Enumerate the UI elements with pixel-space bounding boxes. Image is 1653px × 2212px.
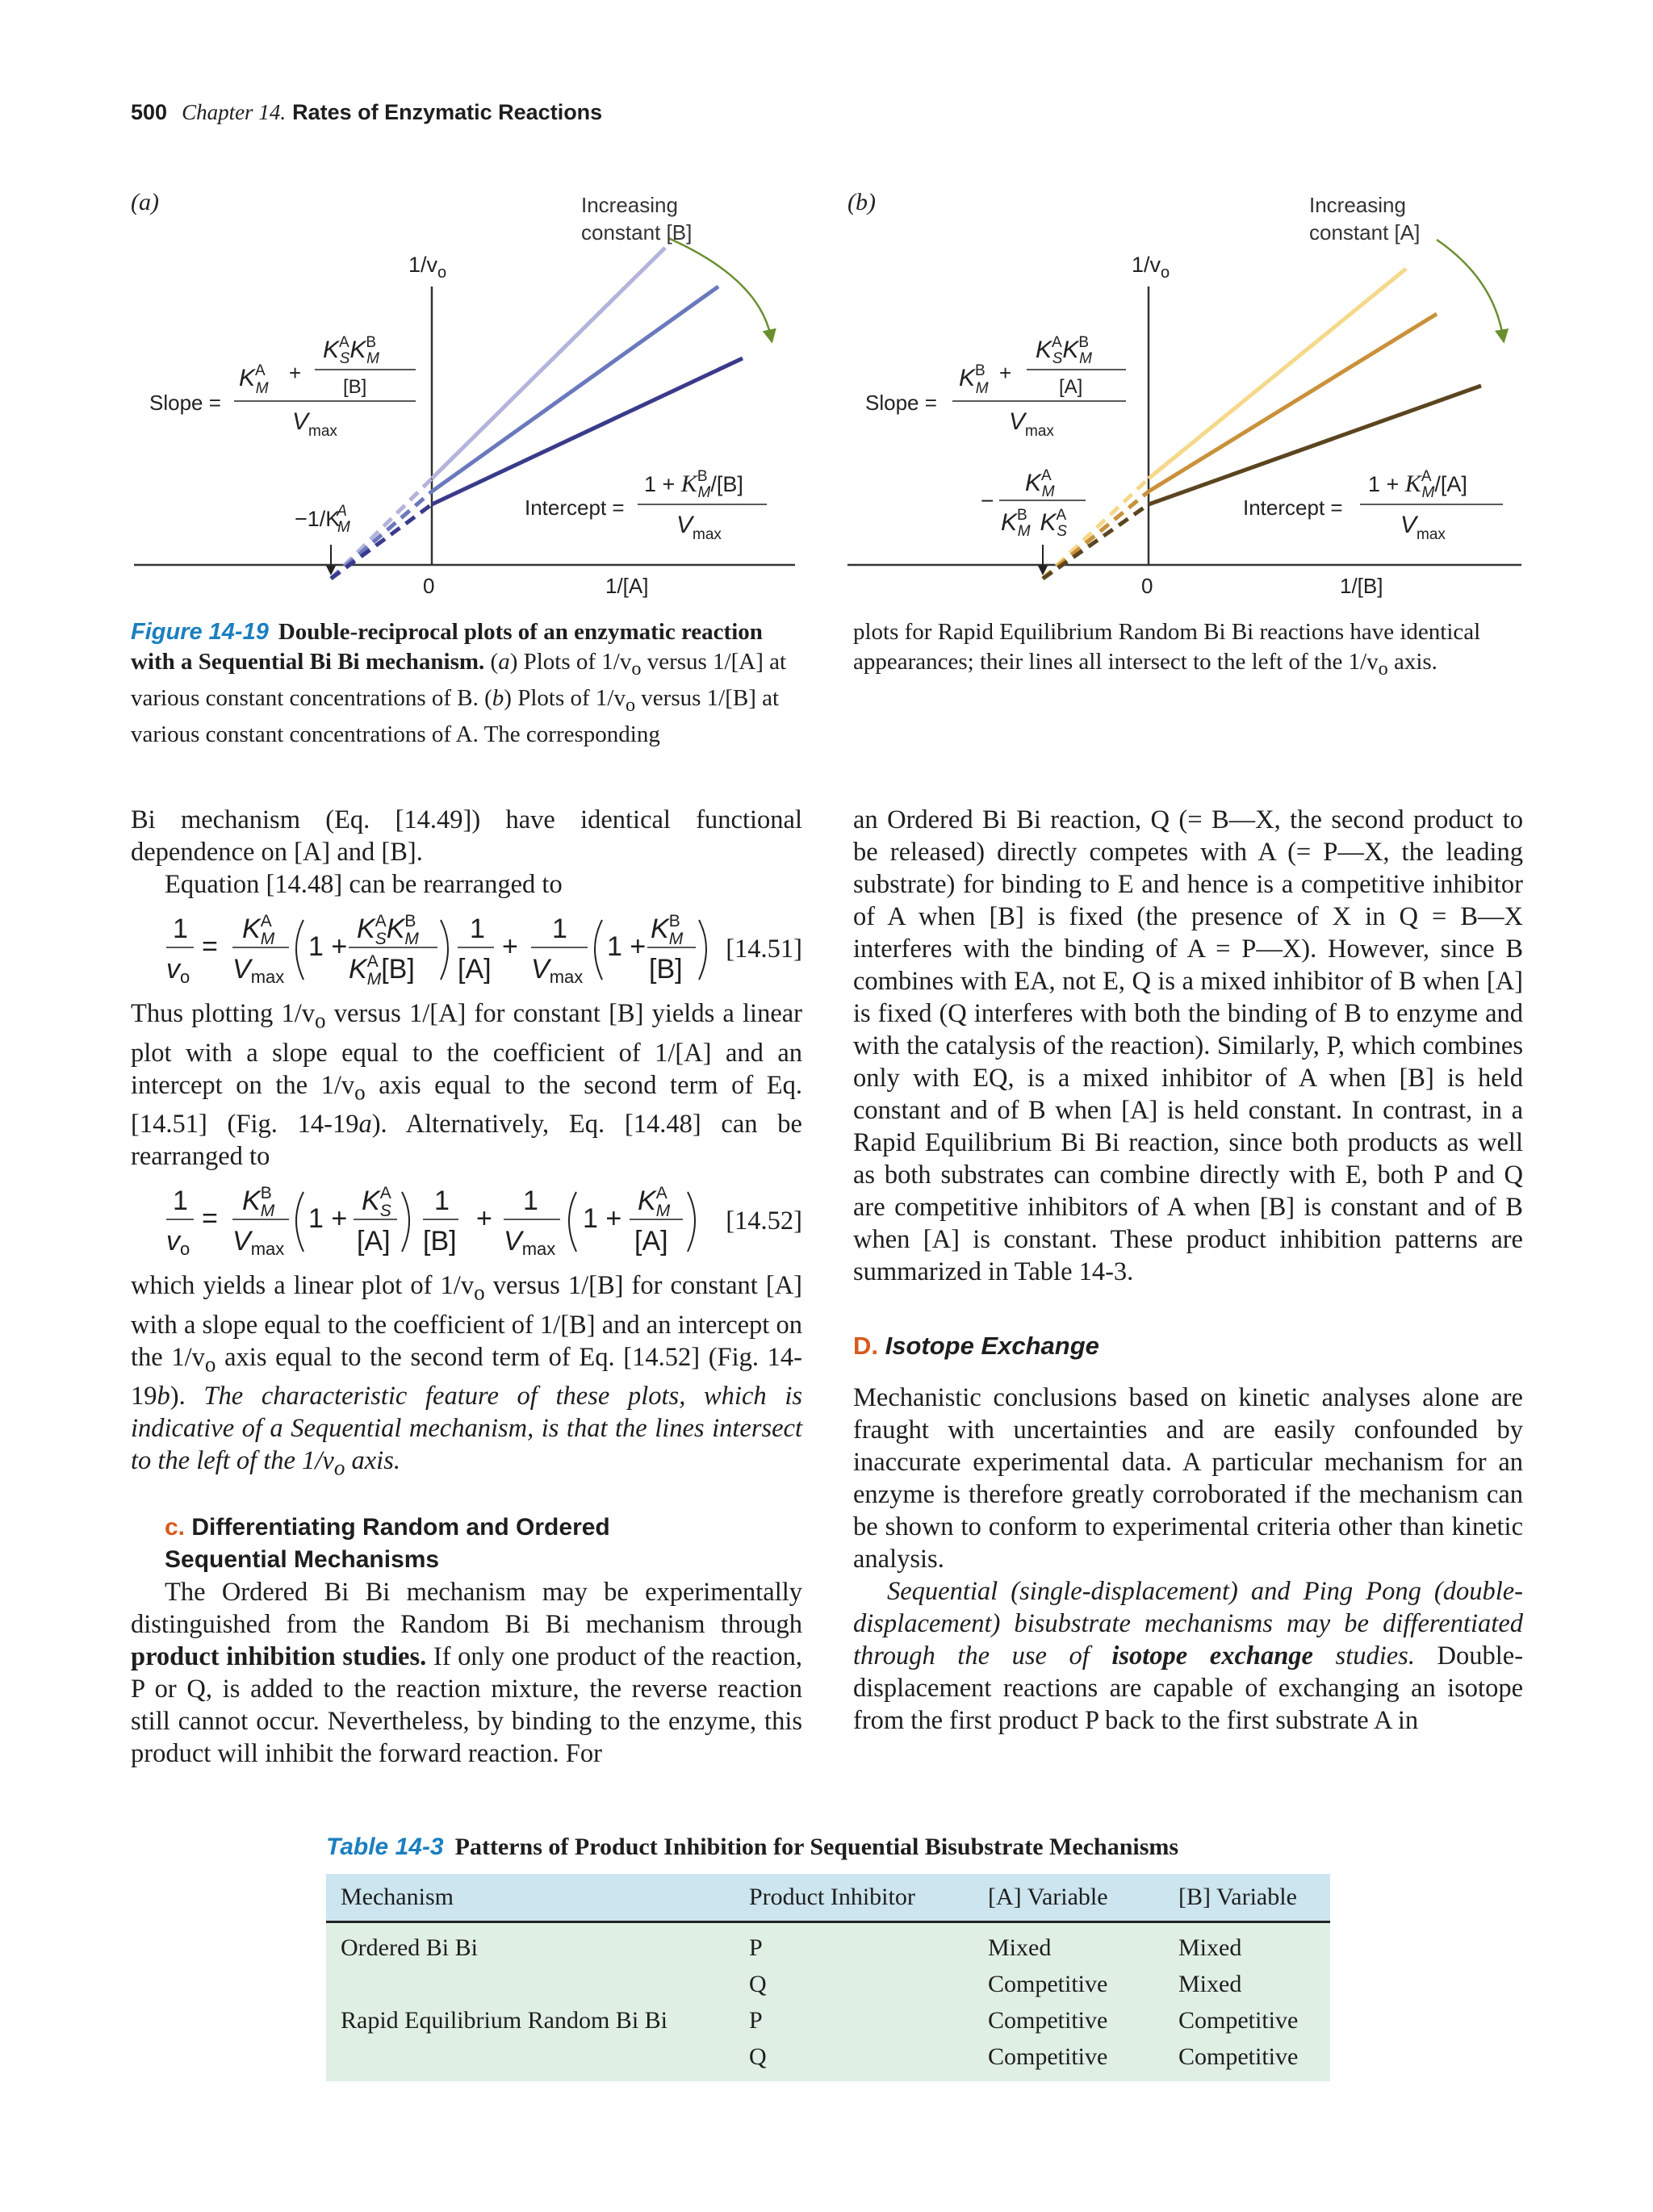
svg-text:+: + [476, 1203, 492, 1234]
chapter-title: Rates of Enzymatic Reactions [292, 100, 603, 124]
paragraph: an Ordered Bi Bi reaction, Q (= B—X, the second product to be released) directly competes with A (= P—X, the leading substrate) for binding to E and hence is a competitive inhibitor of A when [B] is fixed (the presence of X in Q = B—X interferes with the binding of A = P—X). However, since B combines with EA, not E, Q is a mixed inhibitor of B when [A] is fixed (Q interferes with both the binding of B to enzyme and with the catalysis of the reaction). Similarly, P, which combines only with EQ, is a mixed inhibitor of A when [B] is held constant and of B when [A] is held constant. In contrast, in a Rapid Equilibrium Bi Bi reaction, since both products as well as both substrates can combine directly with E, both P and Q are competitive inhibitors of A when [B] is constant and of B when [A] is constant. These product inhibition patterns are summarized in Table 14-3. [853, 805, 1523, 1286]
table-cell: Mixed [1164, 1922, 1330, 1967]
equation-number: [14.52] [726, 1206, 802, 1236]
table-cell: Q [734, 1966, 973, 2002]
increasing-arrow [668, 238, 771, 337]
caption-text: plots for Rapid Equilibrium Random Bi Bi reactions have identical appearances; their lines all intersect to the left of the 1/v [853, 619, 1481, 675]
table-row [326, 1966, 1330, 2002]
table-cell: Rapid Equilibrium Random Bi Bi [326, 2002, 734, 2038]
table-cell: P [734, 2002, 973, 2038]
line-mid-a [1149, 314, 1437, 491]
arrow-label-1: Increasing [1309, 193, 1406, 217]
table-row [326, 2038, 1330, 2081]
svg-text:1: 1 [470, 914, 485, 944]
caption-text: versus 1/[B] at various constant concentrations of A. The corresponding [131, 684, 780, 747]
section-title: Differentiating Random and Ordered [191, 1513, 610, 1541]
svg-text:KBM: $K^B$ M [651, 912, 684, 948]
table-cell [326, 2038, 734, 2081]
svg-text:[B]: [B] [423, 1226, 457, 1257]
slope-km-a: $K^A$ M [239, 362, 269, 397]
text: The characteristic feature of these plots, which is indicative of a Sequential mechanism, is that the lines intersect to the left of the 1/v [131, 1382, 802, 1475]
text: If only one product of the reaction, P or Q, is added to the reaction mixture, the reverse reaction still cannot occur. Nevertheless, by binding to the enzyme, this product will inhibit the forward reaction. For [131, 1641, 802, 1768]
equation-number: [14.51] [726, 935, 802, 964]
table-cell: Competitive [1164, 2038, 1330, 2081]
table-cell: P [734, 1922, 973, 1967]
svg-text:1: 1 [173, 914, 188, 944]
intercept-numerator: $1 + K^B$ M/[B] [644, 468, 743, 501]
svg-text:1: 1 [552, 914, 567, 944]
increasing-arrow [1437, 240, 1503, 337]
svg-text:1: 1 [434, 1185, 450, 1216]
chapter-label: Chapter 14. [182, 100, 287, 124]
svg-text:Vmax: Vmax [232, 1226, 285, 1259]
column-header: [A] Variable [973, 1874, 1164, 1922]
intercept-vmax: $V_{max}$ [1400, 512, 1446, 543]
panel-a-label: (a) [131, 189, 159, 215]
table-row [326, 2002, 1330, 2038]
svg-text:[A]: [A] [634, 1226, 668, 1257]
paragraph: which yields a linear plot of $1/v_o$ versus 1/[B] for constant [A] with a slope equal to the coefficient of 1/[B] and an intercept on the $1/v_o$ axis equal to the second term of Eq. [14.52] (Fig. 14-19b). The characteristic feature of these plots, which is indicative of a Sequential mechanism, is that the lines intersect to the left of the $1/v_o$ axis. [131, 1271, 803, 1480]
x-axis-label: 1/[B] [1340, 574, 1383, 598]
origin-label: 0 [1141, 574, 1153, 598]
intercept-numerator: $1 + K^A$ M/[A] [1368, 468, 1467, 501]
svg-text:1 +: 1 + [308, 931, 348, 962]
text: axis equal to the second term of Eq. [14.52] (Fig. 14-19 [131, 1342, 803, 1411]
svg-text:KBM: $K^B$ M [242, 1184, 275, 1220]
paragraph: Bi mechanism (Eq. [14.49]) have identical functional dependence on [A] and [B]. [131, 805, 802, 867]
intercept-label: Intercept = [1243, 496, 1343, 520]
table-caption [326, 1834, 1178, 1861]
figure-caption-continued: plots for Rapid Equilibrium Random Bi Bi reactions have identical appearances; their lines all intersect to the left of the $1/v_o$ axis. [853, 619, 1481, 679]
table-header-row [326, 1874, 1330, 1922]
panel-b-plot [839, 182, 1534, 609]
table-cell: Ordered Bi Bi [326, 1922, 734, 1967]
arrow-label-2: constant [B] [581, 220, 693, 245]
figure-title: Double-reciprocal plots of an enzymatic reaction with a Sequential Bi Bi mechanism. [131, 619, 763, 675]
left-column [131, 804, 802, 1770]
svg-text:Vmax: Vmax [232, 954, 285, 987]
text: versus 1/[A] for constant [B] yields a linear plot with a slope equal to the coefficient of 1/[A] and an intercept on the 1/v [131, 999, 802, 1100]
equation-graphic [131, 905, 712, 993]
table-cell: Competitive [973, 1966, 1164, 2002]
svg-text:=: = [202, 1203, 218, 1234]
table-cell: Competitive [973, 2038, 1164, 2081]
equation-14-51 [131, 905, 802, 993]
y-axis-label: $1/v_o$ [1132, 253, 1170, 282]
text: Sequential (single-displacement) and Ping Pong (double-displacement) bisubstrate mechanisms may be differentiated through the use of [853, 1577, 1523, 1670]
svg-text:vo: vo [166, 954, 190, 987]
figure-label: Figure 14-19 [131, 619, 269, 645]
line-low-b [432, 248, 665, 479]
svg-text:vo: vo [166, 1226, 190, 1259]
section-title: Isotope Exchange [885, 1332, 1099, 1360]
section-letter: D. [853, 1332, 878, 1360]
bold-term: isotope exchange [1111, 1641, 1313, 1670]
paragraph [131, 1576, 802, 1770]
origin-label: 0 [423, 574, 435, 598]
svg-text:KAM[B]: $K^A$ M[B] [349, 952, 415, 989]
xint-km-a: $K^A$ M [1025, 467, 1055, 500]
text: Thus plotting 1/v [131, 999, 316, 1028]
xint-km-b-ks-a: $K^B$ M $K^A$ S [1001, 507, 1067, 540]
svg-text:=: = [202, 931, 218, 962]
svg-text:[A]: [A] [357, 1226, 391, 1257]
bold-term: product inhibition studies. [131, 1641, 427, 1671]
svg-text:KAM: $K^A$ M [638, 1184, 671, 1220]
slope-a-conc: [A] [1059, 376, 1083, 398]
text: versus 1/[B] for constant [A] with a slope equal to the coefficient of 1/[B] and an intercept on the 1/v [131, 1271, 802, 1372]
plus-sign: + [289, 361, 302, 385]
section-letter: c. [165, 1513, 186, 1541]
y-axis-label: $1/v_o$ [408, 253, 447, 282]
text: The Ordered Bi Bi mechanism may be experimentally distinguished from the Random Bi Bi mechanism through [131, 1577, 802, 1639]
equation-graphic [131, 1177, 712, 1265]
svg-text:1 +: 1 + [308, 1203, 348, 1234]
svg-text:KAM: $K^A$ M [242, 912, 275, 948]
x-axis-label: 1/[A] [605, 574, 649, 598]
text: studies. [1335, 1641, 1415, 1670]
column-header: [B] Variable [1164, 1874, 1330, 1922]
column-header: Mechanism [326, 1874, 734, 1922]
text: which yields a linear plot of 1/v [131, 1271, 475, 1300]
slope-vmax: $V_{max}$ [1009, 408, 1054, 440]
caption-text: Plots of 1/v [517, 684, 626, 711]
panel-a-plot [121, 182, 807, 609]
text: Double-displacement reactions are capable of exchanging an isotope from the first product P back to the first substrate A in [853, 1641, 1524, 1735]
caption-text: axis. [1393, 649, 1437, 675]
svg-text:1 +: 1 + [583, 1203, 622, 1234]
table-cell: Mixed [973, 1922, 1164, 1967]
svg-text:[A]: [A] [458, 954, 492, 985]
text: axis. [351, 1446, 400, 1475]
slope-ks-km: $K^A$ $SK^B$ M [323, 334, 379, 367]
plus-sign: + [999, 361, 1012, 385]
slope-km-b: $K^B$ M [959, 362, 989, 397]
table-cell: Competitive [1164, 2002, 1330, 2038]
text: ). Alternatively, Eq. [14.48] can be rearranged to [131, 1110, 802, 1171]
x-intercept-label: −1/KA M [295, 503, 350, 536]
table-cell: Competitive [973, 2002, 1164, 2038]
section-c-heading [165, 1512, 802, 1576]
slope-b-conc: [B] [343, 376, 367, 398]
svg-text:[B]: [B] [649, 954, 683, 985]
slope-ks-km: $K^A$ $SK^B$ M [1036, 334, 1092, 367]
product-inhibition-table [326, 1874, 1330, 2081]
svg-text:1: 1 [523, 1185, 538, 1216]
paragraph: Thus plotting $1/v_o$ versus 1/[A] for constant [B] yields a linear plot with a slope equal to the coefficient of 1/[A] and an intercept on the $1/v_o$ axis equal to the second term of Eq. [14.51] (Fig. 14-19a). Alternatively, Eq. [14.48] can be rearranged to [131, 999, 803, 1171]
text: axis equal to the second term of Eq. [14.51] (Fig. 14-19 [131, 1070, 803, 1139]
text: ). [169, 1382, 186, 1411]
svg-text:KASKBM: $K^A$ $SK^B$ M [357, 912, 419, 948]
slope-vmax: $V_{max}$ [292, 408, 337, 440]
equation-14-52 [131, 1177, 802, 1265]
svg-text:1 +: 1 + [607, 931, 647, 962]
caption-text: Plots of 1/v [523, 649, 632, 675]
paragraph: Equation [14.48] can be rearranged to [165, 870, 563, 899]
svg-text:+: + [502, 931, 518, 962]
paragraph [853, 1575, 1523, 1737]
caption-text: versus 1/[A] at various constant concentrations of B. [131, 649, 787, 711]
figure-caption: Figure 14-19 Double-reciprocal plots of an enzymatic reaction with a Sequential Bi Bi mechanism. (a) Plots of $1/v_o$ versus 1/[A] at various constant concentrations of B. (b) Plots of $1/v_o$ versus 1/[B] at various constant concentrations of A. The corresponding [131, 619, 787, 747]
intercept-vmax: $V_{max}$ [676, 512, 722, 543]
minus-sign: − [981, 488, 994, 513]
slope-label: Slope = [149, 391, 221, 415]
slope-label: Slope = [865, 391, 937, 415]
intercept-label: Intercept = [525, 496, 625, 520]
right-column [853, 804, 1523, 1737]
table-row [326, 1922, 1330, 1967]
table-cell: Mixed [1164, 1966, 1330, 2002]
running-header [131, 100, 602, 125]
panel-b-label: (b) [847, 189, 876, 215]
line-low-a [1149, 269, 1406, 479]
svg-text:Vmax: Vmax [504, 1226, 556, 1259]
table-cell: Q [734, 2038, 973, 2081]
table-title: Patterns of Product Inhibition for Sequential Bisubstrate Mechanisms [454, 1834, 1179, 1860]
arrow-label-2: constant [A] [1309, 220, 1421, 245]
table-label: Table 14-3 [326, 1834, 444, 1860]
svg-text:KAS: $K^A$ S [362, 1184, 391, 1220]
table-cell [326, 1966, 734, 2002]
section-title: Sequential Mechanisms [165, 1545, 440, 1573]
svg-text:1: 1 [173, 1185, 188, 1216]
page-number: 500 [131, 100, 168, 124]
section-d-heading [853, 1330, 1523, 1362]
svg-text:Vmax: Vmax [531, 954, 584, 987]
paragraph: Mechanistic conclusions based on kinetic analyses alone are fraught with uncertainties and are easily confounded by inaccurate experimental data. A particular mechanism for an enzyme is therefore greatly corroborated if the mechanism can be shown to conform to experimental criteria other than kinetic analysis. [853, 1383, 1523, 1574]
column-header: Product Inhibitor [734, 1874, 973, 1922]
arrow-label-1: Increasing [581, 193, 678, 217]
